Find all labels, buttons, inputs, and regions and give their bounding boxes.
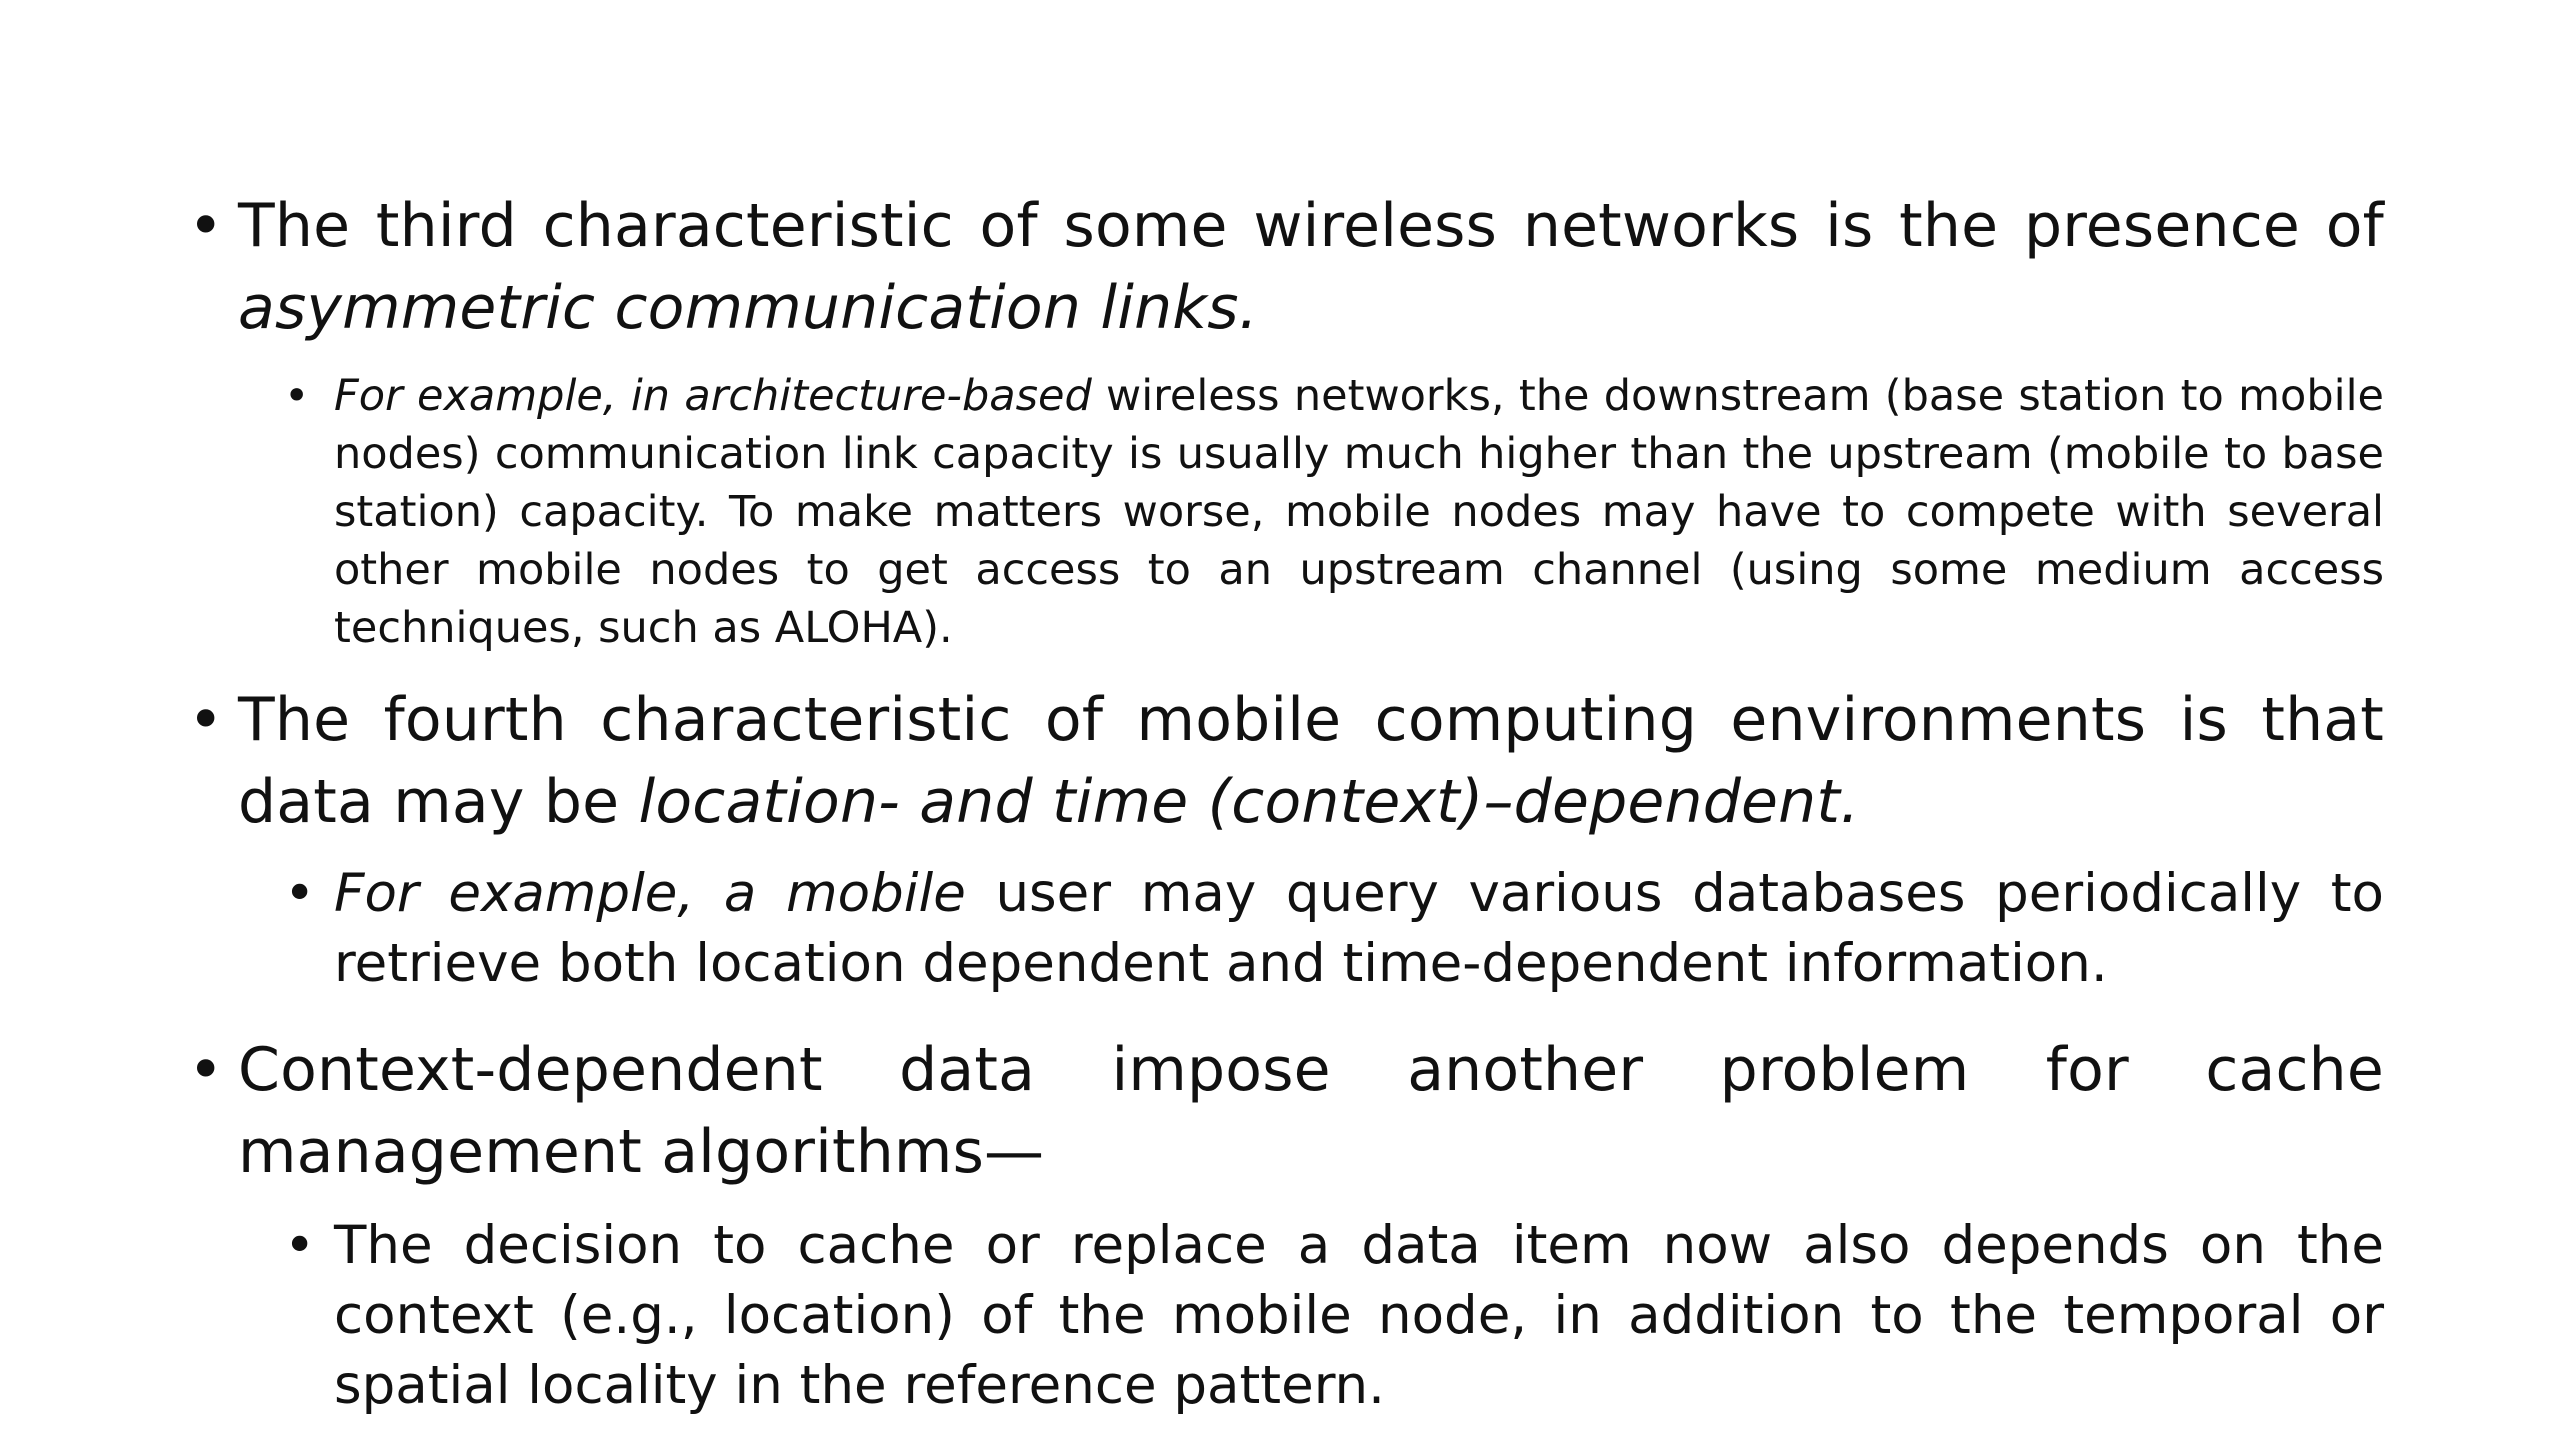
bullet-icon: • [188,191,224,261]
slide-content [188,185,2384,1421]
sub-bullet-2-italic: For example, a mobile [334,863,966,924]
bullet-point-2-italic: location- and time (context)–dependent. [638,767,1860,837]
bullet-point-1-text: The third characteristic of some wireless networks is the presence of [238,191,2384,261]
bullet-icon: • [188,1035,224,1105]
bullet-icon: • [188,685,224,755]
bullet-point-3-text: Context-dependent data impose another problem for cache management algorithms— [238,1035,2384,1187]
bullet-point-3 [188,1029,2384,1193]
sub-bullet-2 [284,859,2384,999]
sub-bullet-icon: • [284,863,316,924]
sub-bullet-1-text: wireless networks, the downstream (base station to mobile nodes) communication link capacity is usually much higher than the upstream (mobile to base station) capacity. To make matters worse, mobile nodes may have to compete with several other mobile nodes to get access to an upstream channel (using some medium access techniques, such as ALOHA). [334,371,2384,653]
sub-bullet-1-italic: For example, in architecture-based [334,371,1092,421]
sub-bullet-icon: • [284,1215,316,1276]
bullet-point-1-italic: asymmetric communication links. [238,273,1258,343]
sub-bullet-1 [284,367,2384,657]
bullet-point-2-text: The fourth characteristic of mobile computing environments is that data may be [238,685,2384,837]
sub-bullet-3 [284,1211,2384,1421]
bullet-point-2 [188,679,2384,843]
sub-bullet-icon: • [284,371,310,421]
bullet-point-1 [188,185,2384,349]
sub-bullet-2-text: user may query various databases periodically to retrieve both location dependent and time-dependent information. [334,863,2384,994]
sub-bullet-3-text: The decision to cache or replace a data item now also depends on the context (e.g., location) of the mobile node, in addition to the temporal or spatial locality in the reference pattern. [334,1215,2384,1416]
